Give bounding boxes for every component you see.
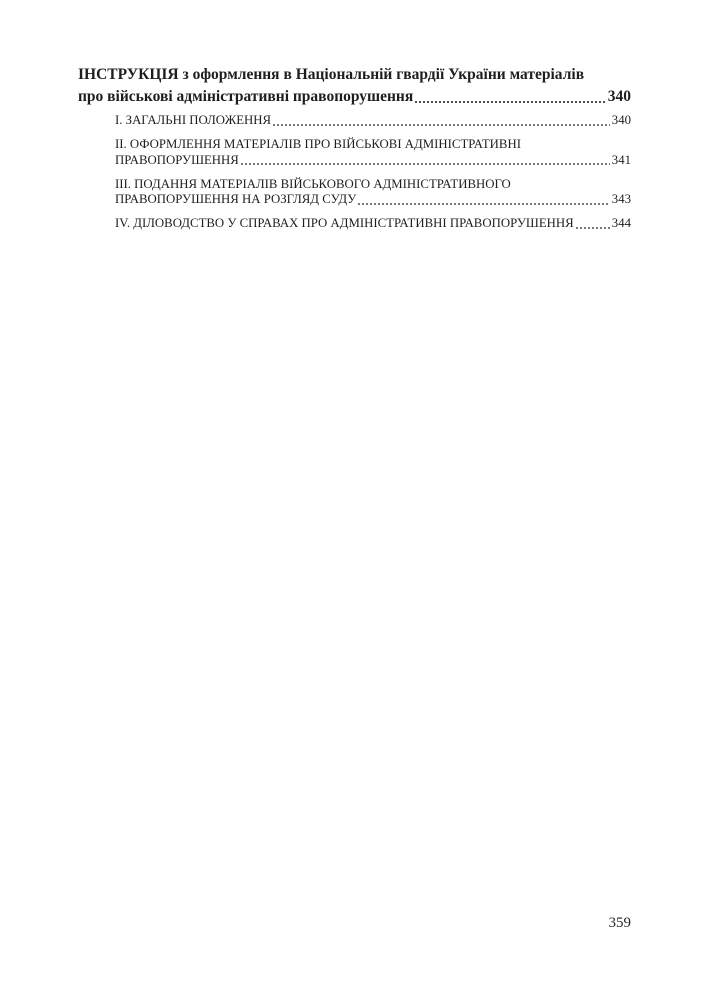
toc-entry-title-line2: ПРАВОПОРУШЕННЯ xyxy=(115,152,239,167)
table-of-contents xyxy=(78,64,631,240)
toc-heading-line2: про військові адміністративні правопорушення xyxy=(78,87,414,105)
footer-page-number: 359 xyxy=(608,915,631,931)
toc-heading-page-number: 340 xyxy=(607,87,631,105)
toc-entry-title: IV. ДІЛОВОДСТВО У СПРАВАХ ПРО АДМІНІСТРАТИВНІ ПРАВОПОРУШЕННЯ xyxy=(115,216,574,230)
toc-entry-page-number: 344 xyxy=(611,216,631,230)
dot-leader xyxy=(241,163,610,165)
toc-heading-line1: ІНСТРУКЦІЯ з оформлення в Національній гвардії України матеріалів xyxy=(78,66,585,83)
dot-leader xyxy=(576,227,610,229)
dot-leader xyxy=(273,124,610,126)
toc-entry-page-number: 341 xyxy=(611,152,631,167)
toc-entry-title: I. ЗАГАЛЬНІ ПОЛОЖЕННЯ xyxy=(115,113,272,127)
dot-leader xyxy=(415,101,606,103)
toc-entry-page-number: 343 xyxy=(611,192,631,206)
dot-leader xyxy=(358,203,610,205)
toc-entry-court-submission xyxy=(78,177,631,208)
toc-entry-title-line1: II. ОФОРМЛЕННЯ МАТЕРІАЛІВ ПРО ВІЙСЬКОВІ АДМІНІСТРАТИВНІ xyxy=(115,137,521,151)
toc-entry-title-line2: ПРАВОПОРУШЕННЯ НА РОЗГЛЯД СУДУ xyxy=(115,192,357,206)
toc-entry-title-line1: III. ПОДАННЯ МАТЕРІАЛІВ ВІЙСЬКОВОГО АДМІНІСТРАТИВНОГО xyxy=(115,176,511,191)
toc-entry-page-number: 340 xyxy=(611,113,631,127)
toc-heading xyxy=(78,64,631,107)
toc-entry-materials-registration xyxy=(78,137,631,168)
toc-entry-general-provisions xyxy=(78,113,631,129)
toc-entry-recordkeeping xyxy=(78,216,631,232)
